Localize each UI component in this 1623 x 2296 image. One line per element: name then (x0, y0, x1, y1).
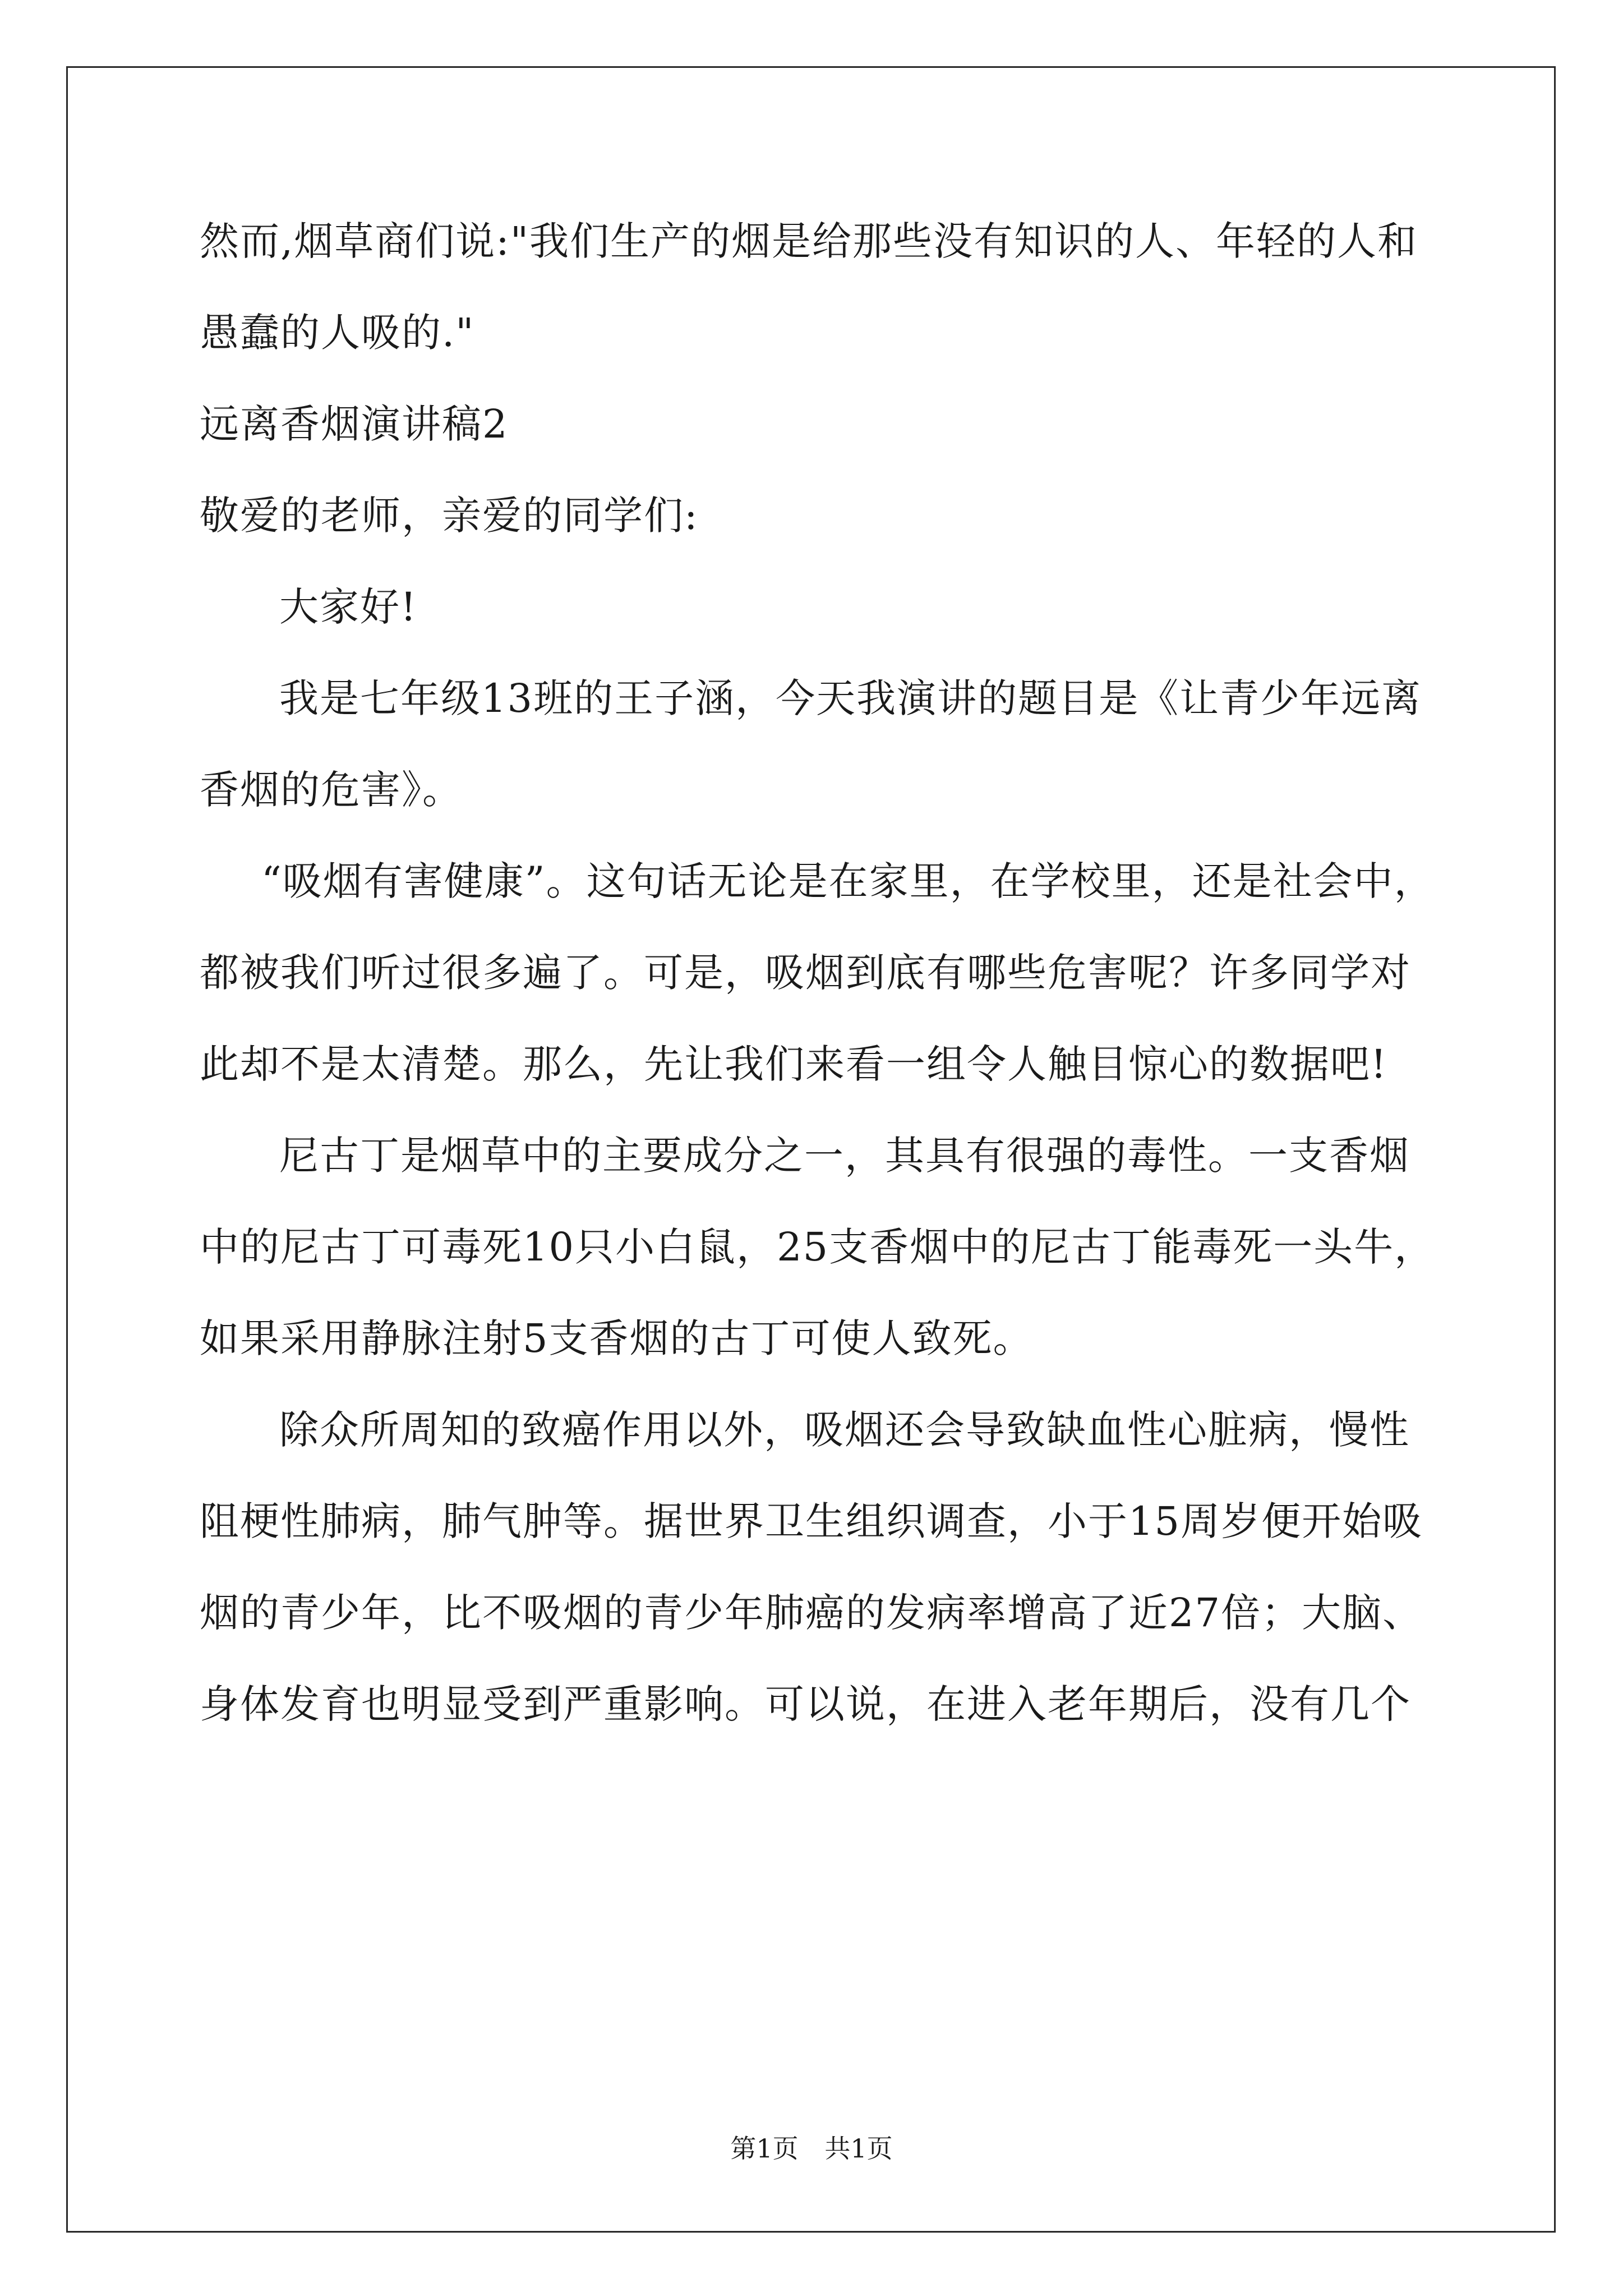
text-line: 尼古丁是烟草中的主要成分之一，其具有很强的毒性。一支香烟 (279, 1133, 1410, 1179)
greeting: 大家好! (279, 584, 418, 630)
page-footer (0, 2132, 1623, 2165)
page-number: 第1页 (730, 2133, 799, 2164)
page-total: 共1页 (824, 2133, 893, 2164)
text-line: 我是七年级13班的王子涵，今天我演讲的题目是《让青少年远离 (279, 675, 1422, 721)
text-line: 都被我们听过很多遍了。可是，吸烟到底有哪些危害呢？许多同学对 (200, 950, 1411, 996)
text-line: 中的尼古丁可毒死10只小白鼠，25支香烟中的尼古丁能毒死一头牛， (200, 1224, 1435, 1270)
salutation: 敬爱的老师，亲爱的同学们: (200, 493, 699, 539)
text-line: 然而,烟草商们说:"我们生产的烟是给那些没有知识的人、年轻的人和 (200, 218, 1418, 264)
text-line: “吸烟有害健康”。这句话无论是在家里，在学校里，还是社会中， (261, 858, 1435, 904)
section-title: 远离香烟演讲稿2 (200, 401, 509, 447)
text-line: 阻梗性肺病，肺气肿等。据世界卫生组织调查，小于15周岁便开始吸 (200, 1498, 1423, 1544)
text-line: 此却不是太清楚。那么，先让我们来看一组令人触目惊心的数据吧! (200, 1041, 1388, 1087)
text-line: 香烟的危害》。 (200, 767, 463, 813)
text-line: 烟的青少年，比不吸烟的青少年肺癌的发病率增高了近27倍；大脑、 (200, 1590, 1423, 1636)
text-line: 身体发育也明显受到严重影响。可以说，在进入老年期后，没有几个 (200, 1681, 1411, 1727)
text-line: 如果采用静脉注射5支香烟的古丁可使人致死。 (200, 1315, 1034, 1361)
text-line: 除众所周知的致癌作用以外，吸烟还会导致缺血性心脏病，慢性 (279, 1407, 1410, 1453)
text-line: 愚蠢的人吸的." (200, 310, 475, 356)
